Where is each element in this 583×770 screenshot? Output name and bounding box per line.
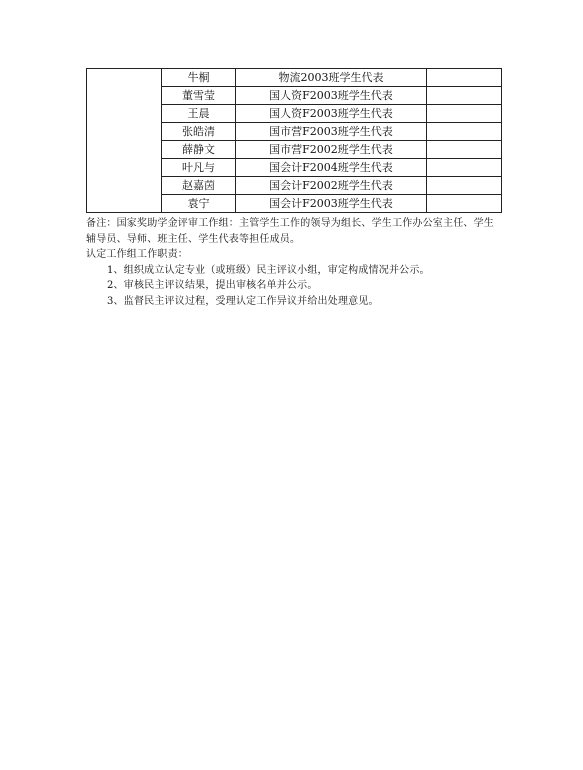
member-role-cell: 国会计F2004班学生代表: [236, 159, 427, 177]
committee-member-table: [86, 68, 502, 213]
table-row: [87, 69, 502, 87]
remark-cell: [427, 69, 502, 87]
member-name-cell: 薛静文: [162, 141, 236, 159]
duties-title: 认定工作组工作职责：: [86, 249, 188, 260]
member-name-cell: 董雪莹: [162, 87, 236, 105]
member-role-cell: 国市营F2003班学生代表: [236, 123, 427, 141]
member-role-cell: 国会计F2003班学生代表: [236, 195, 427, 213]
duty-item: 1、组织成立认定专业（或班级）民主评议小组，审定构成情况并公示。: [107, 264, 430, 276]
member-name-cell: 赵嘉茵: [162, 177, 236, 195]
member-name-cell: 张皓清: [162, 123, 236, 141]
member-role-cell: 国会计F2002班学生代表: [236, 177, 427, 195]
remark-cell: [427, 141, 502, 159]
notes-section: [86, 216, 506, 309]
member-role-cell: 物流2003班学生代表: [236, 69, 427, 87]
member-name-cell: 王晨: [162, 105, 236, 123]
remark-cell: [427, 177, 502, 195]
remark-cell: [427, 87, 502, 105]
remark-cell: [427, 195, 502, 213]
remark-text-continued: 辅导员、导师、班主任、学生代表等担任成员。: [86, 233, 301, 245]
remark-cell: [427, 159, 502, 177]
member-name-cell: 袁宁: [162, 195, 236, 213]
remark-text: 备注：国家奖助学金评审工作组：主管学生工作的领导为组长、学生工作办公室主任、学生: [86, 218, 494, 229]
group-label-cell: [87, 69, 162, 213]
duty-item: 2、审核民主评议结果，提出审核名单并公示。: [107, 280, 318, 291]
remark-cell: [427, 123, 502, 141]
member-name-cell: 叶凡与: [162, 159, 236, 177]
remark-cell: [427, 105, 502, 123]
member-name-cell: 牛桐: [162, 69, 236, 87]
member-role-cell: 国人资F2003班学生代表: [236, 87, 427, 105]
member-role-cell: 国人资F2003班学生代表: [236, 105, 427, 123]
duty-item: 3、监督民主评议过程，受理认定工作异议并给出处理意见。: [107, 295, 379, 307]
member-role-cell: 国市营F2002班学生代表: [236, 141, 427, 159]
